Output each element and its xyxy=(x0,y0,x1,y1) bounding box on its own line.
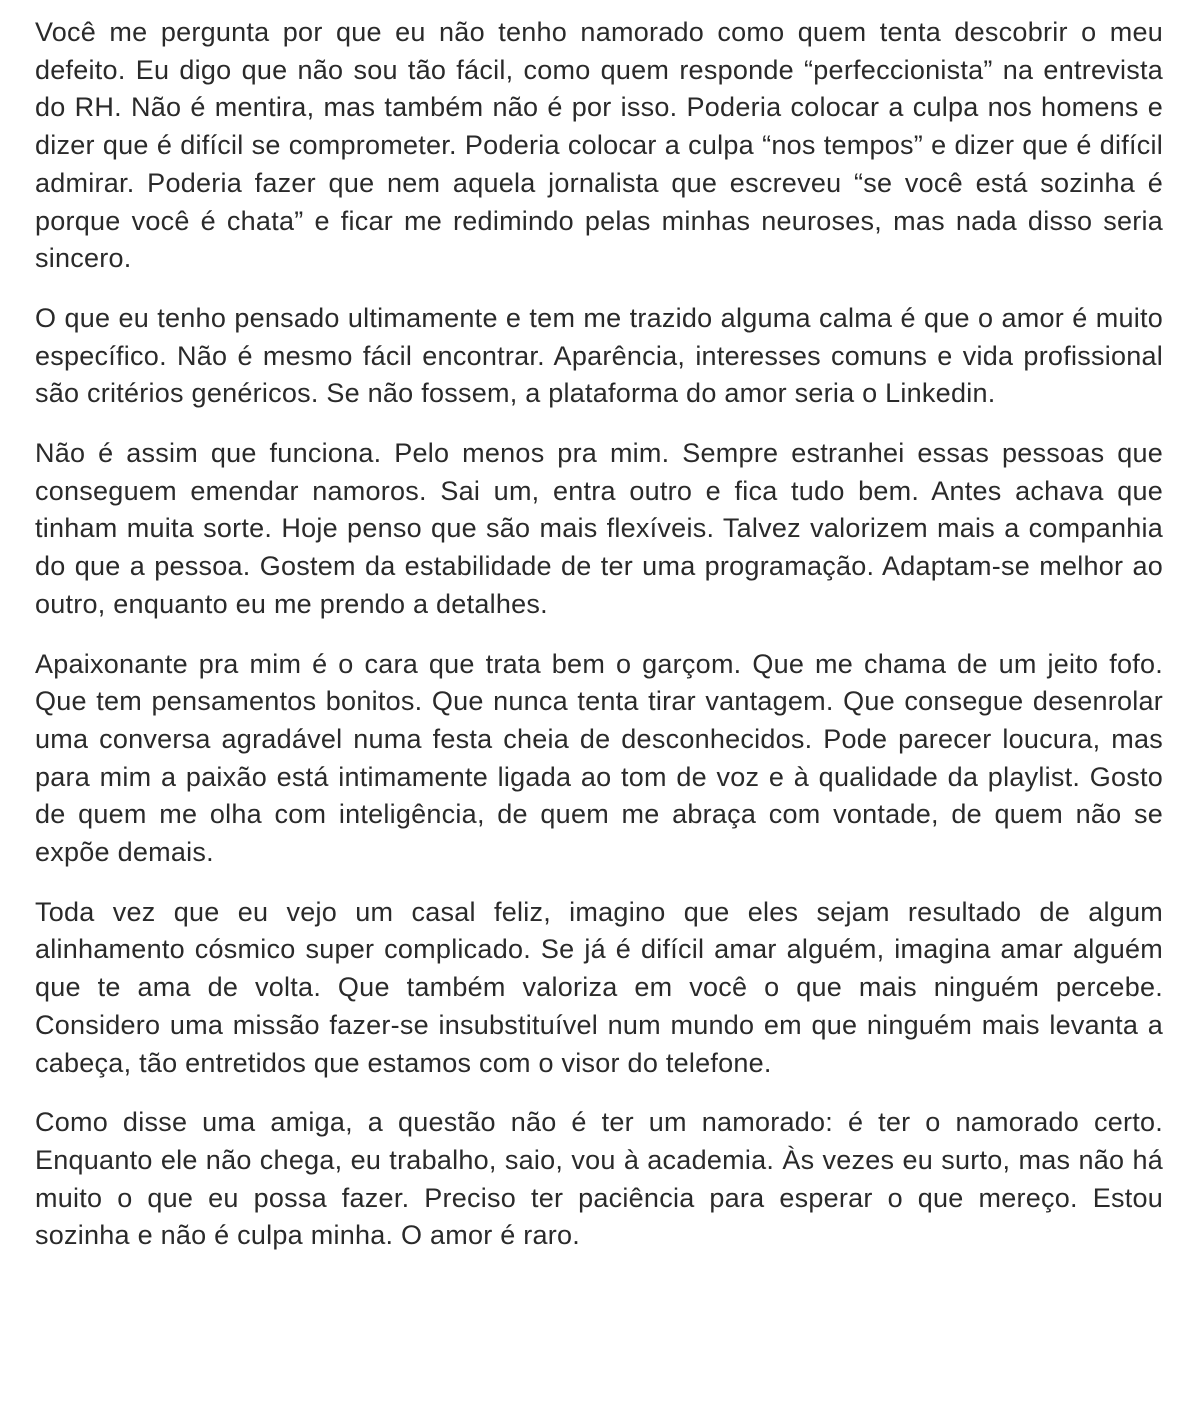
document-body xyxy=(35,14,1163,1255)
paragraph-6: Como disse uma amiga, a questão não é ter um namorado: é ter o namorado certo. Enquanto ele não chega, eu trabalho, saio, vou à academia. Às vezes eu surto, mas não há muito o que eu possa fazer. Preciso ter paciência para esperar o que mereço. Estou sozinha e não é culpa minha. O amor é raro. xyxy=(35,1107,1163,1251)
paragraph-4: Apaixonante pra mim é o cara que trata bem o garçom. Que me chama de um jeito fofo. Que tem pensamentos bonitos. Que nunca tenta tirar vantagem. Que consegue desenrolar uma conversa agradável numa festa cheia de desconhecidos. Pode parecer loucura, mas para mim a paixão está intimamente ligada ao tom de voz e à qualidade da playlist. Gosto de quem me olha com inteligência, de quem me abraça com vontade, de quem não se expõe demais. xyxy=(35,648,1163,868)
paragraph-5: Toda vez que eu vejo um casal feliz, imagino que eles sejam resultado de algum alinhamento cósmico super complicado. Se já é difícil amar alguém, imagina amar alguém que te ama de volta. Que também valoriza em você o que mais ninguém percebe. Considero uma missão fazer-se insubstituível num mundo em que ninguém mais levanta a cabeça, tão entretidos que estamos com o visor do telefone. xyxy=(35,896,1163,1078)
paragraph-2: O que eu tenho pensado ultimamente e tem me trazido alguma calma é que o amor é muito específico. Não é mesmo fácil encontrar. Aparência, interesses comuns e vida profissional são critérios genéricos. Se não fossem, a plataforma do amor seria o Linkedin. xyxy=(35,302,1163,409)
paragraph-3: Não é assim que funciona. Pelo menos pra mim. Sempre estranhei essas pessoas que conseguem emendar namoros. Sai um, entra outro e fica tudo bem. Antes achava que tinham muita sorte. Hoje penso que são mais flexíveis. Talvez valorizem mais a companhia do que a pessoa. Gostem da estabilidade de ter uma programação. Adaptam-se melhor ao outro, enquanto eu me prendo a detalhes. xyxy=(35,438,1163,619)
paragraph-1: Você me pergunta por que eu não tenho namorado como quem tenta descobrir o meu defeito. Eu digo que não sou tão fácil, como quem responde “perfeccionista” na entrevista do RH. Não é mentira, mas também não é por isso. Poderia colocar a culpa nos homens e dizer que é difícil se comprometer. Poderia colocar a culpa “nos tempos” e dizer que é difícil admirar. Poderia fazer que nem aquela jornalista que escreveu “se você está sozinha é porque você é chata” e ficar me redimindo pelas minhas neuroses, mas nada disso seria sincero. xyxy=(35,17,1163,274)
